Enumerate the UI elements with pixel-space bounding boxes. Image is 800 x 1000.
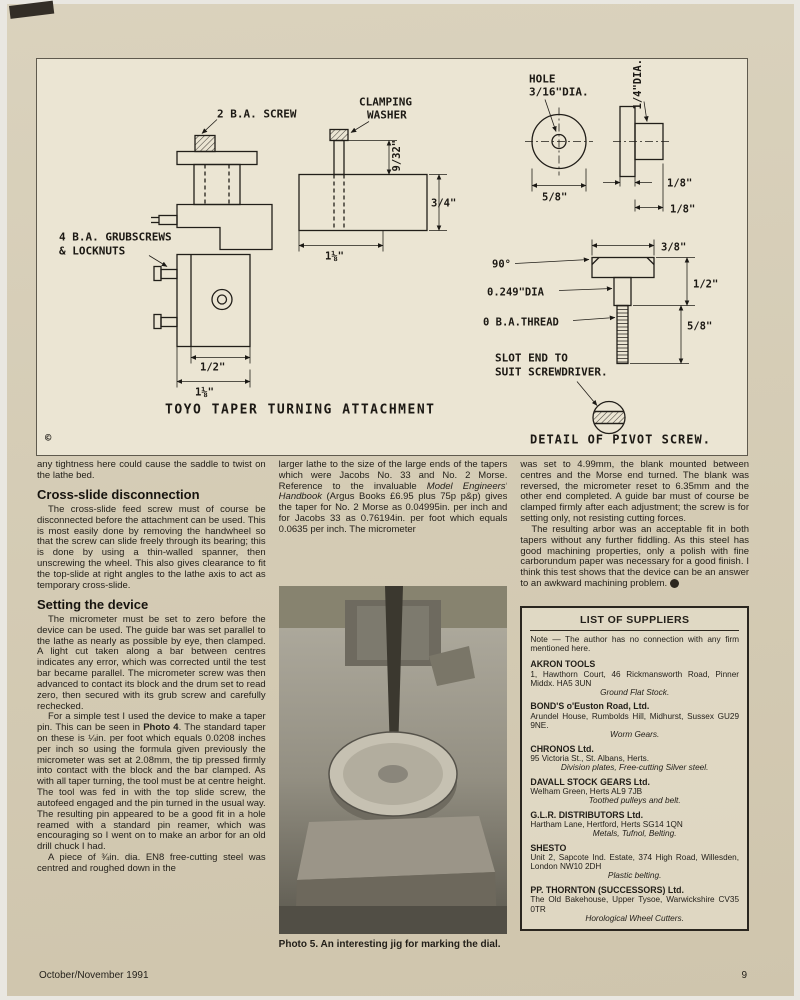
technical-drawing-panel — [36, 58, 748, 456]
supplier-address: 1, Hawthorn Court, 46 Rickmansworth Road, Pinner Middx. HA5 3UN — [530, 669, 740, 688]
supplier-name: SHESTO — [530, 842, 567, 853]
dim-5-8-a: 5/8" — [542, 191, 568, 204]
article-end-icon — [670, 579, 679, 588]
photo4-reference: Photo 4 — [143, 722, 179, 734]
pivot-screw-geometry — [515, 240, 695, 434]
dim-1-8-a: 1/8" — [667, 177, 693, 190]
supplier-address: 95 Victoria St., St. Albans, Herts. — [530, 754, 649, 764]
text-run: For a simple test I used the device to make a taper pin. This can be seen in — [37, 711, 266, 734]
dim-5-8-b: 5/8" — [687, 320, 713, 333]
footer-issue-date: October/November 1991 — [39, 970, 149, 981]
supplier-entry — [530, 701, 739, 739]
supplier-entry — [530, 777, 739, 806]
paragraph: The micrometer must be set to zero before the device can be used. The guide bar was set parallel to the lathe as nearly as possible by eye, then clamped. A light cut taken along a bar between centres indicates any error, which was corrected until the test bar became parallel. The micrometer screw was then advanced to contact its block and the drum set to read zero, then secured with its grub screw and carefully rechecked. — [37, 613, 266, 712]
detail-caption: DETAIL OF PIVOT SCREW. — [530, 432, 711, 447]
column-3 — [520, 460, 749, 968]
label-washer: WASHER — [367, 108, 407, 122]
paragraph: was set to 4.99mm, the blank mounted between centres and the Morse end turned. The blank was reversed, the micrometer reset to 6.35mm and the other end completed. A guide bar must of course be clamped firmly after each adjustment; the screw is for setting only, not resisting cutting forces. — [520, 459, 750, 525]
supplier-entry — [530, 843, 739, 881]
supplier-address: Welham Green, Herts AL9 7JB — [530, 787, 643, 797]
label-quarter-dia: 1/4"DIA. — [632, 59, 644, 110]
supplier-products: Plastic belting. — [607, 870, 662, 881]
supplier-entry — [530, 659, 739, 697]
supplier-address: Unit 2, Sapcote Ind. Estate, 374 High Road, Willesden, London NW10 2DH — [530, 853, 740, 872]
dim-1-8-b: 1/8" — [670, 203, 696, 216]
text-run: . The standard taper on these is ¼in. per foot which equals 0.0208 inches per inch so using the formula given previously the micrometer was set at 2.08mm, the tip pressed firmly into contact with the block and the bar clamped. As with all taper turning, the tool must be at centre height. The tool was fed in with the top slide screw, the autofeed engaged and the pin turned in the usual way. The resulting pin appeared to be a good fit in a hole reamed with a standard pin reamer, which was encouraging so I went on to make an arbor for an old drill chuck I had. — [37, 722, 266, 853]
dim-1-18-a: 1⅛" — [325, 250, 344, 263]
dim-9-32: 9/32" — [391, 139, 403, 172]
page-footer — [39, 970, 747, 981]
supplier-address: Arundel House, Rumbolds Hill, Midhurst, Sussex GU29 9NE. — [530, 711, 740, 731]
supplier-products: Ground Flat Stock. — [600, 687, 670, 698]
dim-3-8: 3/8" — [661, 241, 687, 254]
supplier-entry — [530, 744, 739, 773]
supplier-address: Hartham Lane, Hertford, Herts SG14 1QN — [530, 820, 683, 830]
suppliers-box — [520, 606, 749, 931]
supplier-products: Division plates, Free-cutting Silver steel. — [560, 762, 709, 773]
column-2 — [279, 460, 508, 968]
paragraph — [37, 712, 266, 853]
supplier-entry — [530, 810, 739, 839]
footer-page-number: 9 — [741, 970, 747, 981]
label-pivot-dia: 0.249"DIA — [487, 286, 544, 299]
supplier-products: Toothed pulleys and belt. — [588, 795, 681, 806]
photo-5-figure — [279, 586, 508, 952]
taper-attachment-drawing — [37, 59, 747, 455]
supplier-name: PP. THORNTON (SUCCESSORS) Ltd. — [530, 884, 684, 895]
supplier-entry — [530, 885, 739, 923]
handbook-title: Model Engineers' Handbook — [278, 480, 508, 503]
washer-block-geometry — [299, 122, 447, 252]
label-hole-dia: 3/16"DIA. — [529, 85, 589, 99]
supplier-products: Worm Gears. — [610, 729, 660, 740]
supplier-name: BOND'S o'Euston Road, Ltd. — [530, 701, 650, 712]
dim-half-a: 1/2" — [200, 361, 226, 374]
copyright-mark: © — [45, 432, 52, 445]
supplier-name: G.L.R. DISTRIBUTORS Ltd. — [530, 809, 644, 820]
intro-text: any tightness here could cause the saddle to twist on the lathe bed. — [37, 460, 266, 481]
text-run: The resulting arbor was an acceptable fit in both tapers without any further fiddling. As this steel has good machining properties, only a polish with fine carborundum paper was necessary for a good finish. I think this test shows that the device can be an answer to an awkward machining problem. — [520, 523, 750, 590]
label-2ba-screw: 2 B.A. SCREW — [217, 107, 297, 121]
label-slot-2: SUIT SCREWDRIVER. — [495, 365, 608, 379]
paragraph — [520, 525, 749, 590]
suppliers-title: LIST OF SUPPLIERS — [530, 614, 739, 631]
magazine-page — [7, 4, 794, 996]
photo-5-caption: Photo 5. An interesting jig for marking the dial. — [278, 938, 501, 950]
column-1 — [37, 460, 266, 968]
heading-cross-slide: Cross-slide disconnection — [37, 486, 200, 502]
paragraph: The cross-slide feed screw must of course be disconnected before the attachment can be used. This is most easily done by removing the handwheel so that the screw can slide freely through its bearing; this is done by using a thin-walled spanner, then unscrewing the wheel. This also gives clearance to fit the top-slide at right angles to the lathe axis to act as temporary cross-slide. — [37, 503, 266, 591]
drawing-title: TOYO TAPER TURNING ATTACHMENT — [165, 402, 436, 418]
label-grubscrews: 4 B.A. GRUBSCREWS — [59, 230, 172, 244]
supplier-name: CHRONOS Ltd. — [530, 743, 594, 754]
supplier-name: DAVALL STOCK GEARS Ltd. — [530, 776, 650, 787]
paragraph — [279, 460, 508, 536]
heading-setting-device: Setting the device — [37, 596, 149, 612]
paragraph: A piece of ¾in. dia. EN8 free-cutting steel was centred and roughed down in the — [37, 852, 266, 874]
supplier-products: Metals, Tufnol, Belting. — [592, 828, 677, 839]
label-slot-1: SLOT END TO — [495, 351, 568, 365]
suppliers-note: Note — The author has no connection with any firm mentioned here. — [530, 633, 740, 654]
dim-1-18-b: 1⅛" — [195, 386, 214, 399]
label-hole: HOLE — [529, 72, 556, 86]
article-body — [37, 460, 749, 968]
dim-half-b: 1/2" — [693, 278, 719, 291]
label-90deg: 90° — [492, 258, 511, 271]
dim-3-4: 3/4" — [431, 197, 457, 210]
label-clamping: CLAMPING — [359, 95, 412, 109]
photo-5-image — [279, 586, 508, 934]
page-corner-mark — [9, 1, 54, 19]
text-run: larger lathe to the size of the large ends of the tapers which were Jacobs No. 33 and No. 2 Morse. Reference to the invaluable — [278, 460, 508, 492]
label-locknuts: & LOCKNUTS — [59, 244, 126, 258]
supplier-address: The Old Bakehouse, Upper Tysoe, Warwickshire CV35 0TR — [530, 895, 740, 914]
label-thread: 0 B.A.THREAD — [483, 316, 559, 329]
supplier-name: AKRON TOOLS — [530, 659, 596, 670]
text-run: (Argus Books £6.95 plus 75p p&p) gives the taper for No. 2 Morse as 0.04995in. per inch and for Jacobs 33 as 0.76194in. per foot which equals 0.0635 per inch. The micrometer — [278, 491, 508, 535]
supplier-products: Horological Wheel Cutters. — [585, 912, 685, 923]
